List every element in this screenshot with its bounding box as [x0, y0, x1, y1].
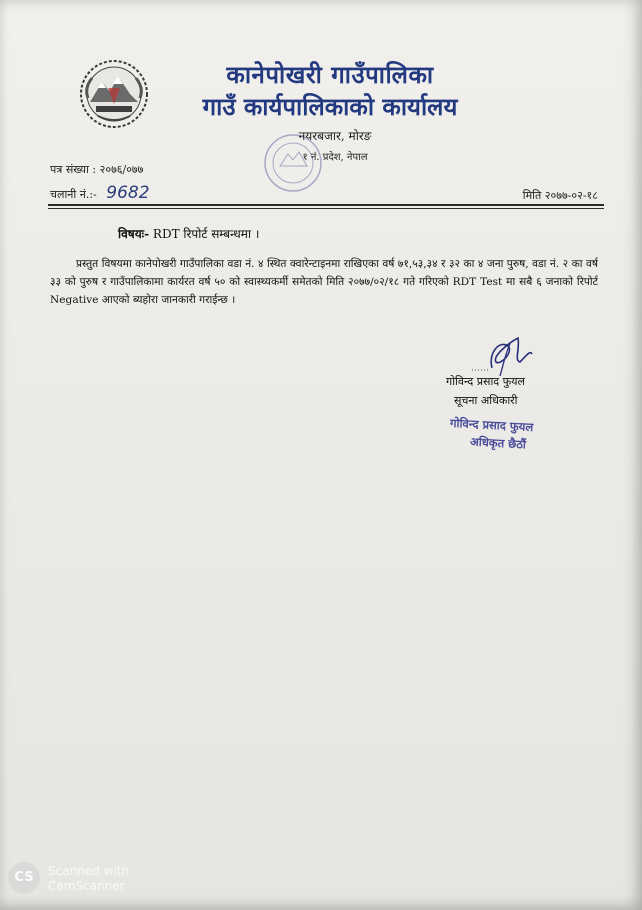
letter-number-label: पत्र संख्या :: [50, 163, 97, 176]
watermark-line-1: Scanned with: [48, 864, 130, 878]
scanner-watermark: [48, 864, 129, 894]
subject-label: विषयः-: [118, 227, 150, 241]
signer-title: सूचना अधिकारी: [454, 394, 518, 407]
letter-number-value: २०७६/०७७: [99, 163, 144, 176]
seal-name: गोविन्द प्रसाद फुयल: [449, 415, 534, 435]
dispatch-number: [50, 183, 150, 203]
signer-name: गोविन्द प्रसाद फुयल: [446, 375, 525, 388]
header-divider: [48, 204, 604, 206]
letter-number: [50, 162, 143, 177]
date-value: २०७७-०२-१८: [544, 189, 598, 202]
nepal-emblem-icon: [78, 58, 150, 130]
dispatch-number-value: 9682: [106, 183, 150, 203]
subject-text: RDT रिपोर्ट सम्बन्धमा ।: [152, 227, 260, 241]
header-divider-thin: [48, 208, 604, 209]
handwritten-signature-icon: [470, 332, 542, 380]
address-line-2: १ नं. प्रदेश, नेपाल: [302, 152, 368, 163]
date-label: मिति: [522, 189, 542, 202]
address-line-1: नयरबजार, मोरङ: [298, 129, 372, 143]
seal-title: अधिकृत छैठौं: [469, 434, 527, 452]
dispatch-number-label: चलानी नं.:-: [50, 188, 97, 201]
watermark-line-2: CamScanner: [48, 879, 125, 893]
office-name: कानेपोखरी गाउँपालिका: [226, 60, 434, 89]
letter-body: प्रस्तुत विषयमा कानेपोखरी गाउँपालिका वडा नं. ४ स्थित क्वारेन्टाइनमा राखिएका वर्ष ७१,५३,३४ र ३२ का ४ जना पुरुष, वडा नं. २ का वर्ष ३३ को पुरुष र गाउँपालिकामा कार्यरत वर्ष ५० को स्वास्थ्यकर्मी समेतको मिति २०७७/०२/१८ गते गरिएको RDT Test मा सबै ६ जनाको रिपोर्ट Negative आएको ब्यहोरा जानकारी गराईन्छ ।: [50, 258, 598, 306]
office-subtitle: गाउँ कार्यपालिकाको कार्यालय: [202, 92, 458, 121]
letter-subject: [118, 225, 259, 242]
letter-date: [523, 188, 598, 203]
camscanner-logo-icon: CS: [8, 862, 40, 894]
